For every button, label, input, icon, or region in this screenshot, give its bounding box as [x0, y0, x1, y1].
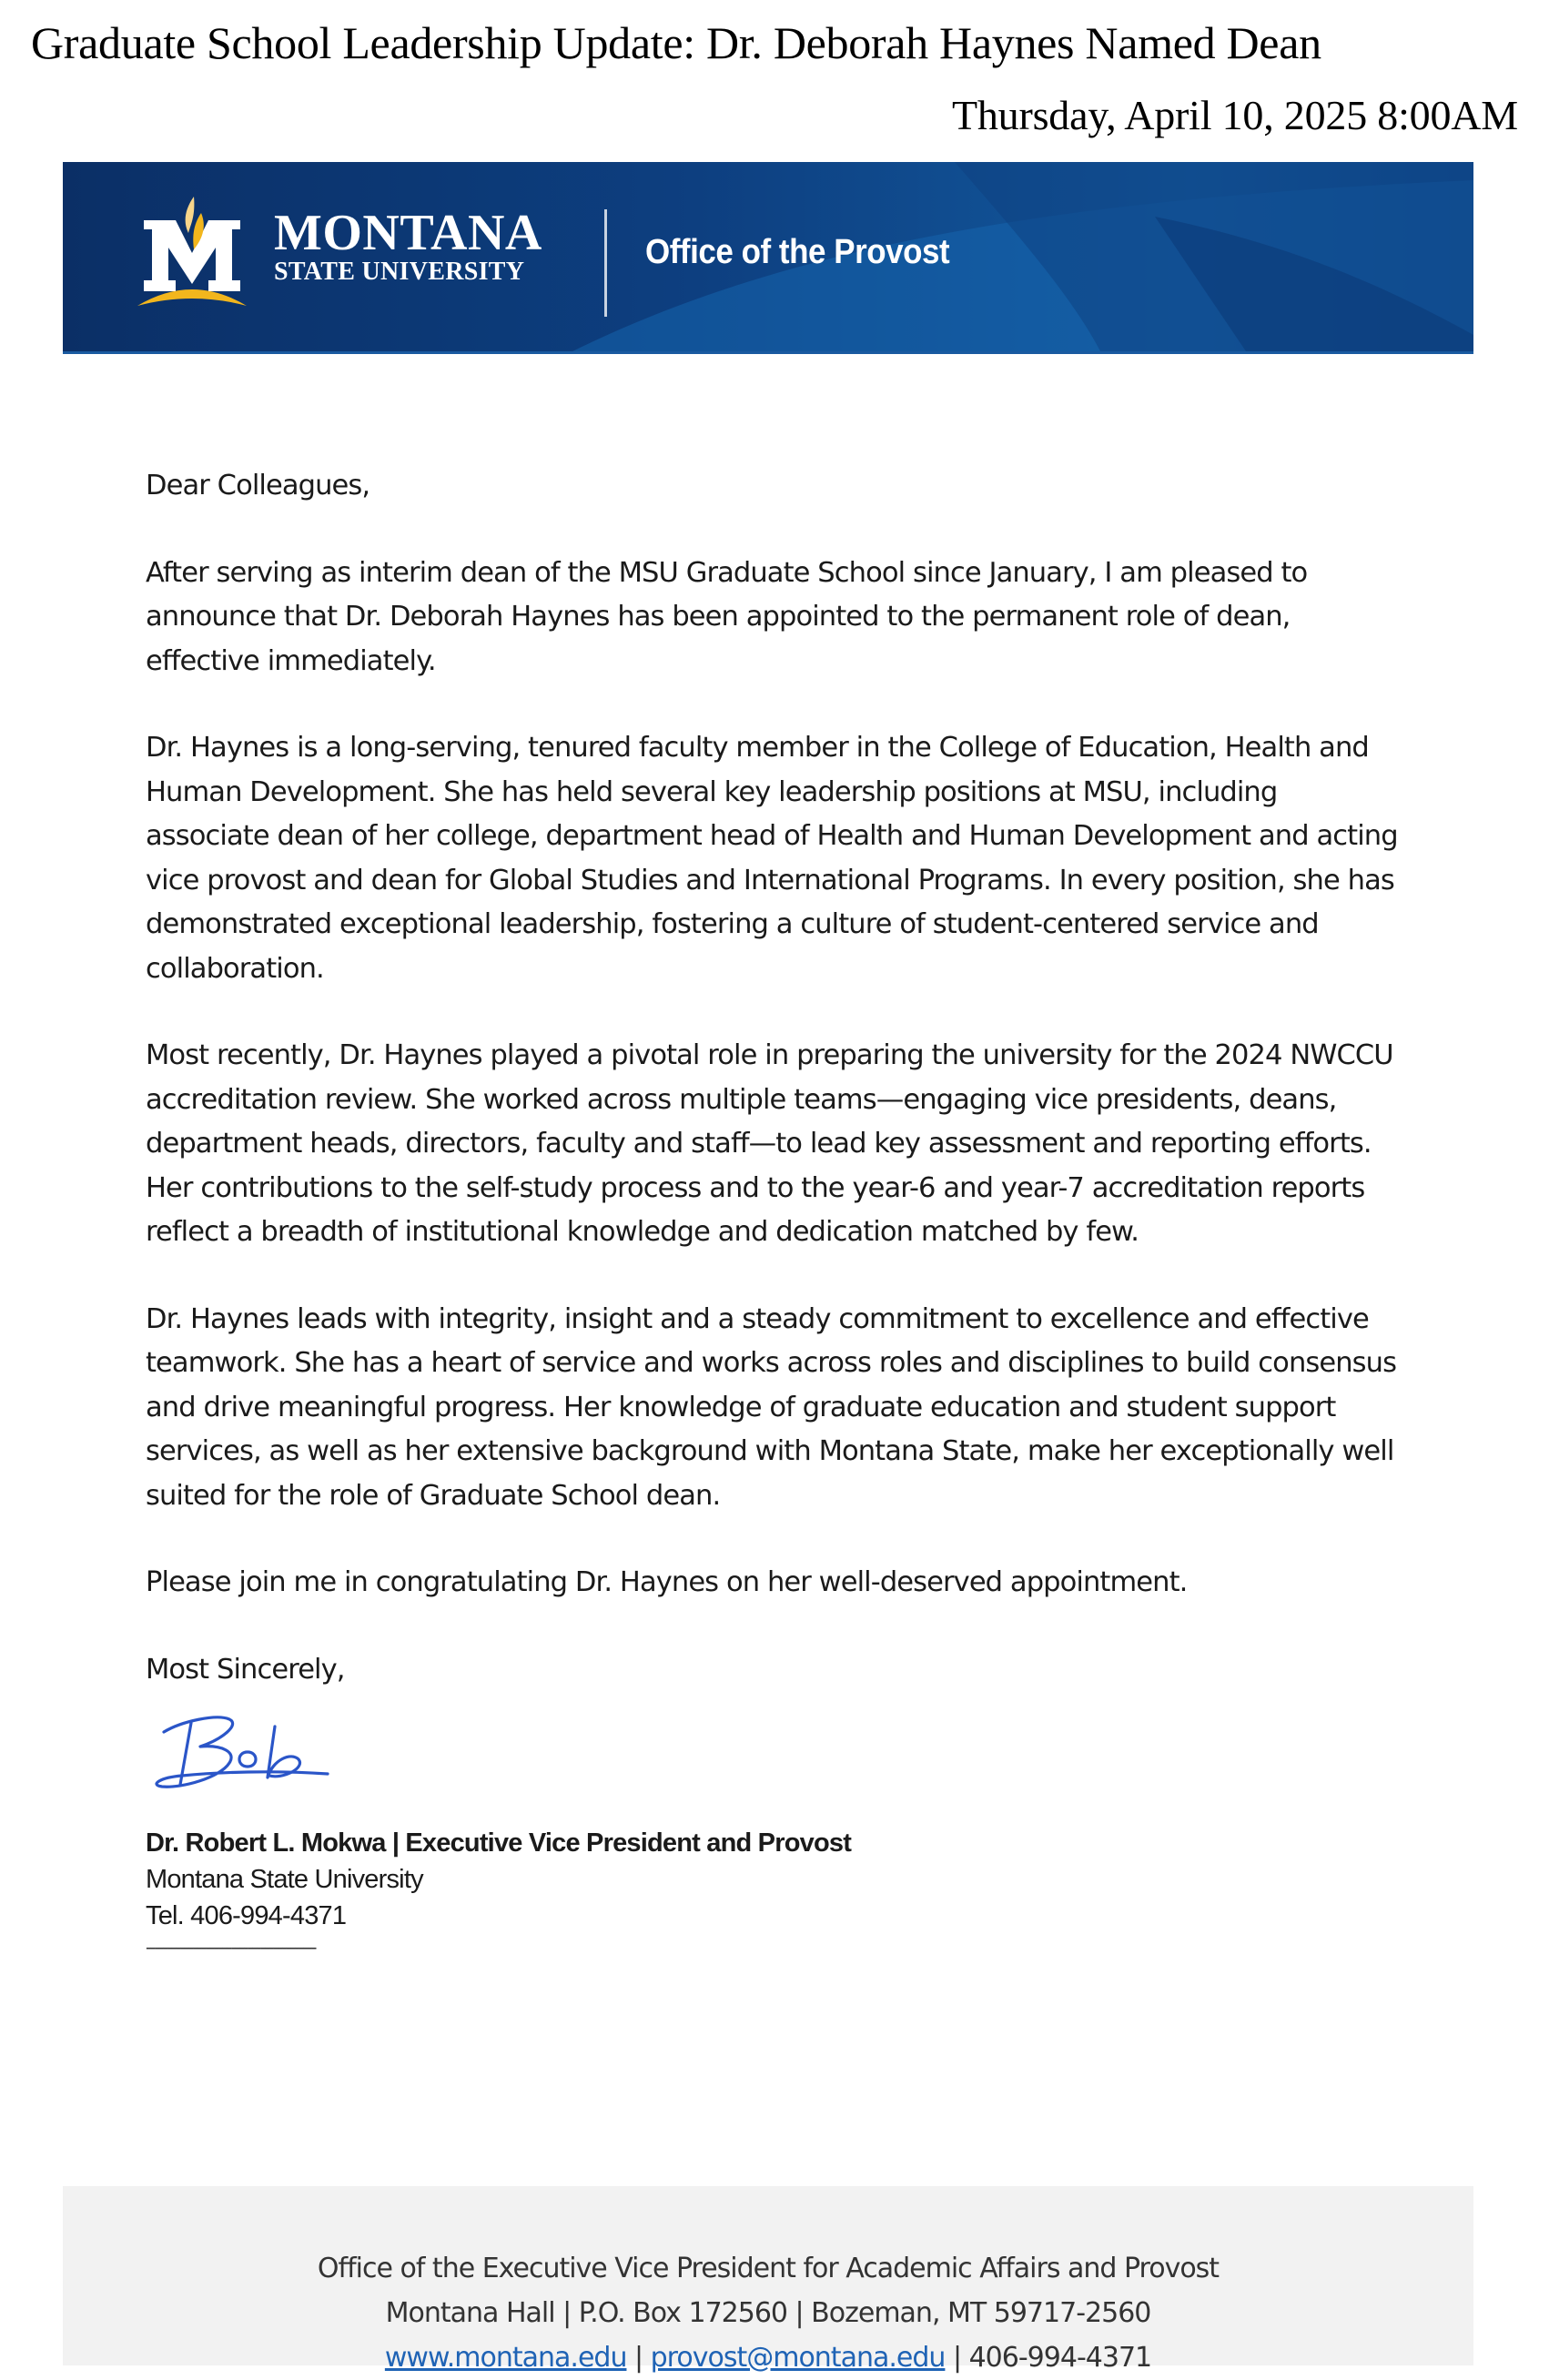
- wordmark-montana: MONTANA: [274, 205, 542, 261]
- office-of-provost-label: Office of the Provost: [645, 233, 950, 271]
- handwritten-signature: [146, 1705, 1402, 1807]
- letter-body: [146, 464, 1402, 1961]
- footer-phone: 406-994-4371: [968, 2342, 1152, 2374]
- paragraph-background: Dr. Haynes is a long-serving, tenured faculty member in the College of Education, Health and Human Development. She has held several key leadership positions at MSU, including associate dean of her college, department head of Health and Human Development and acting vice provost and dean for Global Studies and International Programs. In every position, she has demonstrated exceptional leadership, fostering a culture of student-centered service and collaboration.: [146, 732, 1398, 985]
- salutation: Dear Colleagues,: [146, 470, 370, 501]
- banner-divider: [604, 209, 607, 317]
- separator: |: [626, 2342, 651, 2374]
- closing: Most Sincerely,: [146, 1653, 345, 1686]
- footer-contact-line: [63, 2335, 1473, 2380]
- wordmark-state-university: STATE UNIVERSITY: [274, 258, 525, 286]
- article-headline: Graduate School Leadership Update: Dr. Deborah Haynes Named Dean: [31, 17, 1321, 68]
- paragraph-congratulations: Please join me in congratulating Dr. Haynes on her well-deserved appointment.: [146, 1566, 1188, 1598]
- msu-wordmark: [274, 205, 542, 288]
- website-link[interactable]: www.montana.edu: [384, 2342, 627, 2374]
- paragraph-accreditation: Most recently, Dr. Haynes played a pivotal role in preparing the university for the 2024 NWCCU accreditation review. She worked across multiple teams—engaging vice presidents, deans, department heads, directors, faculty and staff—to lead key assessment and reporting efforts. Her contributions to the self-study process and to the year-6 and year-7 accreditation reports reflect a breadth of institutional knowledge and dedication matched by few.: [146, 1039, 1393, 1248]
- signer-phone: Tel. 406-994-4371: [146, 1901, 347, 1930]
- footer-office: Office of the Executive Vice President for Academic Affairs and Provost: [317, 2253, 1220, 2284]
- footer-address: Montana Hall | P.O. Box 172560 | Bozeman, MT 59717-2560: [385, 2297, 1151, 2329]
- signature-icon: [146, 1705, 355, 1807]
- signer-institution: Montana State University: [146, 1865, 423, 1894]
- msu-logo-icon: [119, 189, 265, 317]
- separator: |: [945, 2342, 969, 2374]
- signature-block: [146, 1825, 1402, 1961]
- paragraph-appointment: After serving as interim dean of the MSU Graduate School since January, I am pleased to announce that Dr. Deborah Haynes has been appointed to the permanent role of dean, effective immediately.: [146, 556, 1308, 677]
- article-dateline: Thursday, April 10, 2025 8:00AM: [951, 92, 1518, 138]
- signature-rule: ----------------------------------------: [146, 1938, 316, 1958]
- provost-banner: [63, 162, 1473, 354]
- email-link[interactable]: provost@montana.edu: [650, 2342, 946, 2374]
- paragraph-leadership: Dr. Haynes leads with integrity, insight and a steady commitment to excellence and effective teamwork. She has a heart of service and works across roles and disciplines to build consensus and drive meaningful progress. Her knowledge of graduate education and student support services, as well as her extensive background with Montana State, make her exceptionally well suited for the role of Graduate School dean.: [146, 1302, 1397, 1512]
- signer-name-title: Dr. Robert L. Mokwa | Executive Vice President and Provost: [146, 1828, 852, 1858]
- letter-footer: [63, 2186, 1473, 2374]
